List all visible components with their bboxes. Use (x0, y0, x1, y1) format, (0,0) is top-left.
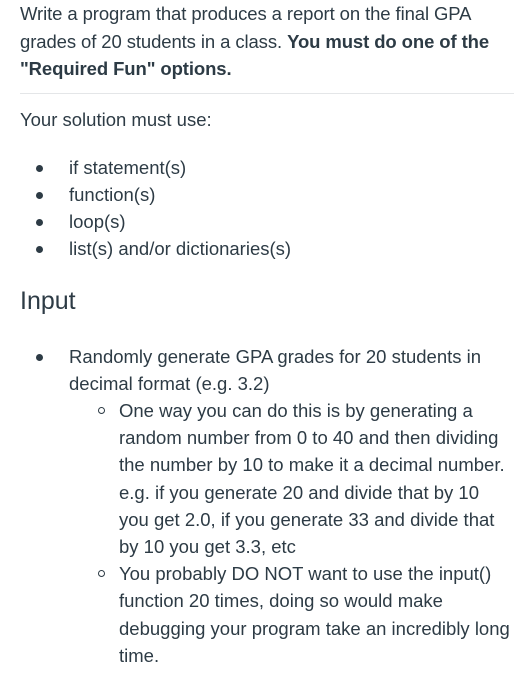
list-item (20, 208, 510, 235)
intro-text: Write a program that produces a report on the final GPA grades of 20 students in a class. (20, 3, 471, 52)
requirements-list (20, 154, 510, 262)
bullet-icon (36, 192, 43, 199)
divider (20, 93, 514, 94)
bullet-icon (36, 219, 43, 226)
intro-paragraph (20, 0, 510, 83)
sub-list-item (68, 397, 510, 560)
list-item (20, 235, 510, 262)
list-item-label: Randomly generate GPA grades for 20 students in decimal format (e.g. 3.2) (69, 345, 482, 394)
list-item-label: if statement(s) (69, 156, 187, 178)
list-item (20, 181, 510, 208)
bullet-icon (36, 165, 43, 172)
list-item-label: loop(s) (69, 210, 126, 232)
list-item (20, 154, 510, 181)
assignment-content (20, 0, 510, 669)
sub-list-item-label: One way you can do this is by generating a random number from 0 to 40 and then dividing the number by 10 to make it a decimal number. e.g. if you generate 20 and divide that by 10 you get 2.0, if you generate 33 and divide that by 10 you get 3.3, etc (119, 399, 505, 557)
hollow-bullet-icon (98, 570, 105, 577)
list-item-label: function(s) (69, 183, 156, 205)
intro-bold-requirement: You must do one of the "Required Fun" options. (20, 30, 490, 79)
input-list (20, 343, 510, 669)
sub-list-item (68, 560, 510, 669)
list-item (20, 343, 510, 669)
list-item-label: list(s) and/or dictionaries(s) (69, 237, 292, 259)
bullet-icon (36, 246, 43, 253)
hollow-bullet-icon (98, 407, 105, 414)
solution-requirements-heading: Your solution must use: (20, 108, 212, 130)
input-sublist (69, 397, 510, 669)
sub-list-item-label: You probably DO NOT want to use the input() function 20 times, doing so would make debugging your program take an incredibly long time. (119, 563, 510, 666)
section-heading-input: Input (20, 286, 76, 315)
bullet-icon (36, 354, 43, 361)
